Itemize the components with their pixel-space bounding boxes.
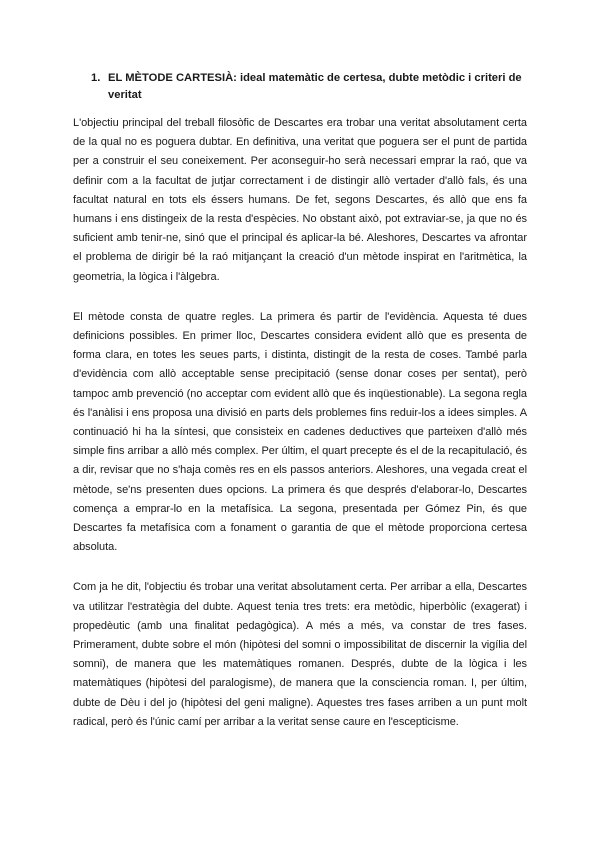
paragraph-3: Com ja he dit, l'objectiu és trobar una veritat absolutament certa. Per arribar a ella, Descartes va utilitzar l'estratègia del dubte. Aquest tenia tres trets: era metòdic, hiperbòlic (exagerat) i propedèutic (amb una finalitat pedagògica). A més a més, va constar de tres fases. Primerament, dubte sobre el món (hipòtesi del somni o impossibilitat de discernir la vigília del somni), de manera que les matemàtiques romanen. Després, dubte de la lògica i les matemàtiques (hipòtesi del paralogisme), de manera que la consciencia roman. I, per últim, dubte de Dèu i del jo (hipòtesi del geni maligne). Aquestes tres fases arriben a un punt molt radical, però és l'únic camí per arribar a la veritat sense caure en l'escepticisme. — [73, 581, 527, 728]
section-body — [73, 114, 527, 753]
paragraph-1: L'objectiu principal del treball filosòfic de Descartes era trobar una veritat absolutament certa de la qual no es poguera dubtar. En definitiva, una veritat que poguera ser el punt de partida per a construir el seu coneixement. Per aconseguir-ho serà necessari emprar la raó, que va definir com a la facultat de jutjar correctament i de distingir allò vertader d'allò fals, és una facultat natural en tots els éssers humans. De fet, segons Descartes, és allò que ens fa humans i ens distingeix de la resta d'espècies. No obstant això, pot extraviar-se, ja que no és suficient amb tenir-ne, sinó que el principal és aplicar-la bé. Aleshores, Descartes va afrontar el problema de dirigir bé la raó mitjançant la creació d'un mètode inspirat en l'aritmètica, la geometria, la lògica i l'àlgebra. — [73, 117, 527, 283]
section-title: EL MÈTODE CARTESIÀ: ideal matemàtic de certesa, dubte metòdic i criteri de veritat — [108, 72, 522, 101]
paragraph-2: El mètode consta de quatre regles. La primera és partir de l'evidència. Aquesta té dues definicions possibles. En primer lloc, Descartes considera evident allò que es presenta de forma clara, en totes les seues parts, i distinta, distingit de la resta de coses. També parla d'evidència com allò acceptable sense precipitació (sense donar coses per sentat), però tampoc amb prevenció (no acceptar com evident allò que és inqüestionable). La segona regla és l'anàlisi i ens proposa una divisió en parts dels problemes fins reduir-los a idees simples. A continuació hi ha la síntesi, que consisteix en cadenes deductives que parteixen d'allò més simple fins arribar a allò més complex. Per últim, el quart precepte és el de la recapitulació, és a dir, revisar que no s'haja comès res en els passos anteriors. Aleshores, una vegada creat el mètode, se'ns presenten dues opcions. La primera és que després d'elaborar-lo, Descartes comença a emprar-lo en la metafísica. La segona, presentada per Gómez Pin, és que Descartes fa metafísica com a fonament o garantia de que el mètode proporciona certesa absoluta. — [73, 310, 527, 554]
section-heading — [91, 70, 539, 104]
section-number: 1. — [91, 72, 101, 84]
